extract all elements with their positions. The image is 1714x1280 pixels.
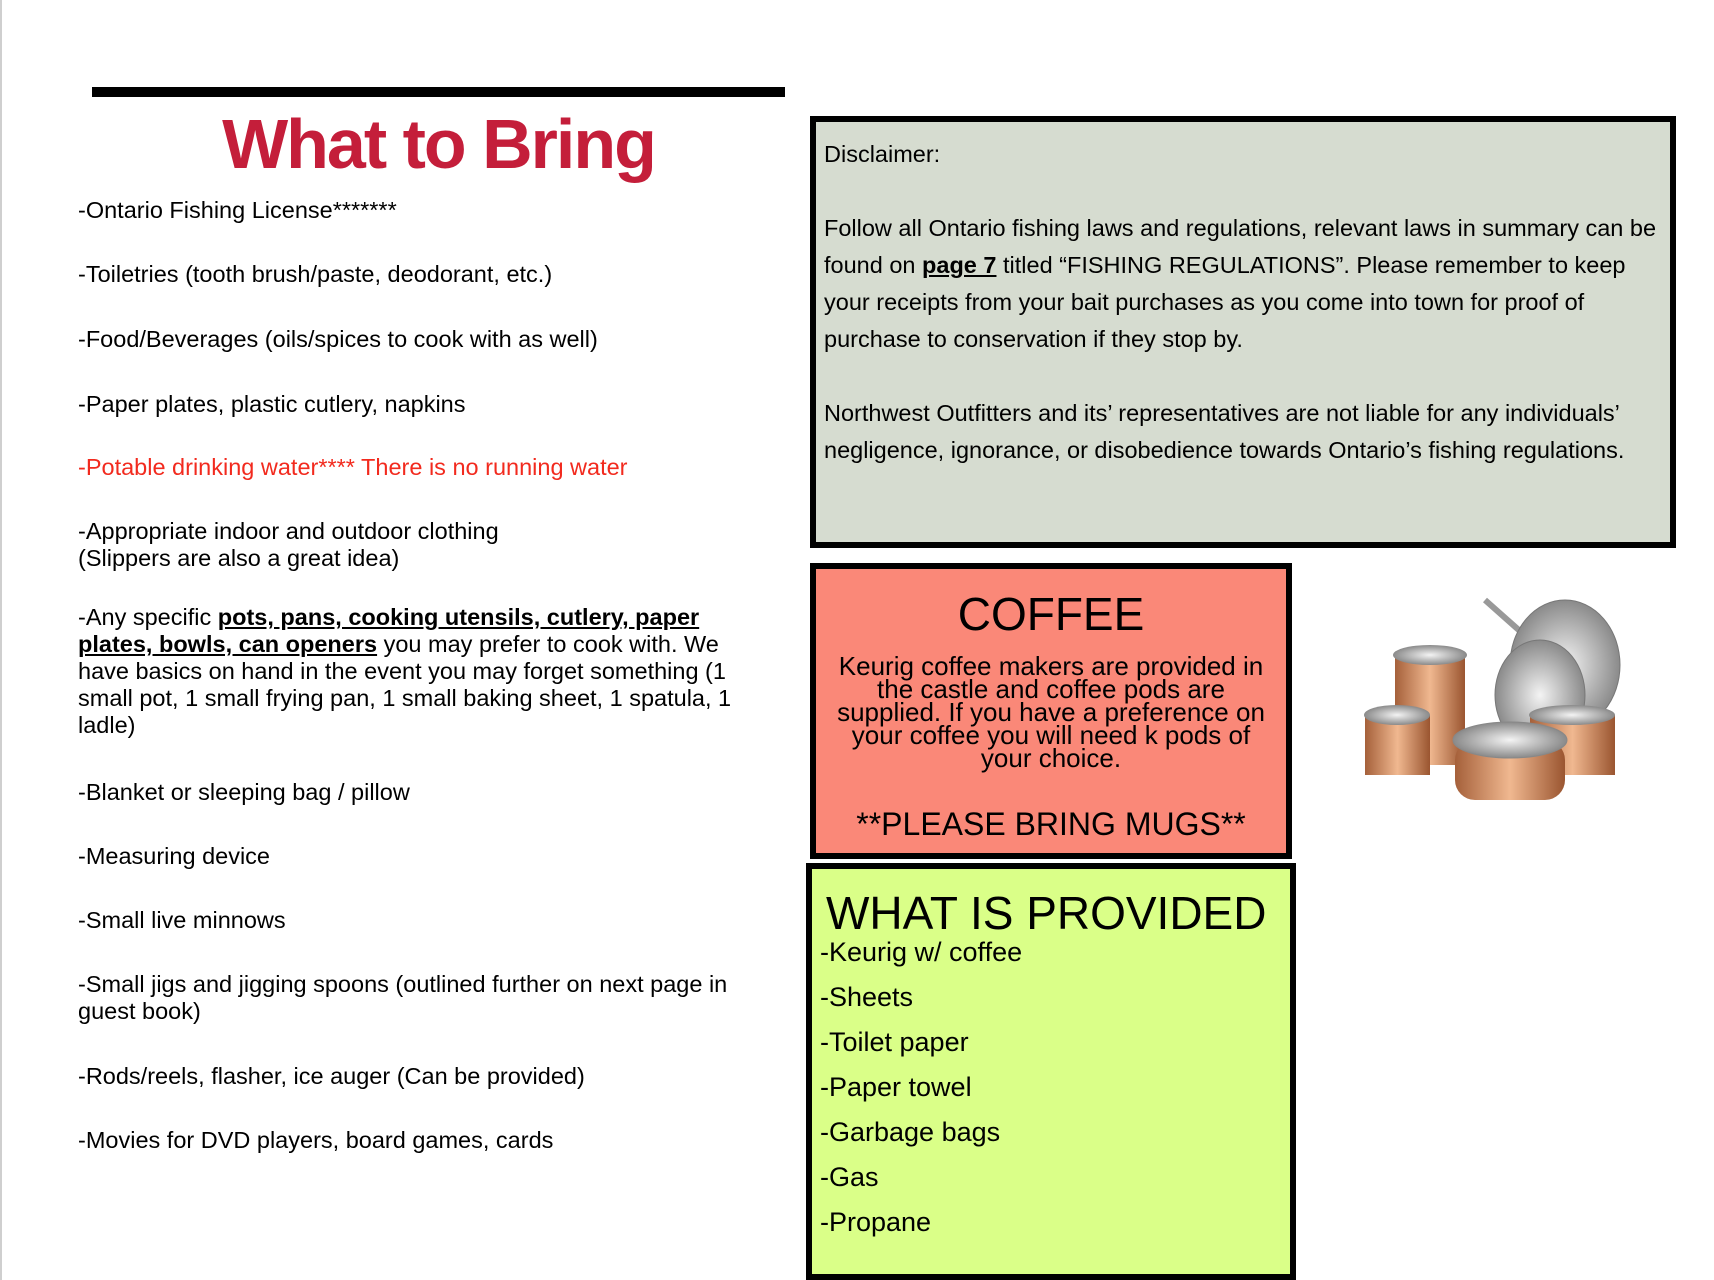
provided-box <box>806 863 1296 1280</box>
list-item: -Ontario Fishing License******* <box>78 197 397 223</box>
list-item: -Food/Beverages (oils/spices to cook with as well) <box>78 326 598 352</box>
header-rule <box>92 87 785 97</box>
cookware-image <box>1355 595 1655 830</box>
provided-item: -Keurig w/ coffee <box>820 937 1023 967</box>
list-item: -Small jigs and jigging spoons (outlined further on next page in guest book) <box>78 971 728 1024</box>
provided-item: -Sheets <box>820 982 914 1012</box>
provided-heading: WHAT IS PROVIDED <box>826 887 1267 939</box>
list-item: -Blanket or sleeping bag / pillow <box>78 779 410 805</box>
list-item: -Movies for DVD players, board games, cards <box>78 1127 554 1153</box>
list-item <box>78 518 768 572</box>
provided-item: -Gas <box>820 1162 879 1192</box>
provided-item: -Paper towel <box>820 1072 972 1102</box>
list-item-text: you may prefer to cook with. We have basics on hand in the event you may forget something (1 small pot, 1 small frying pan, 1 small baking sheet, 1 spatula, 1 ladle) <box>78 631 732 738</box>
list-item: -Paper plates, plastic cutlery, napkins <box>78 391 466 417</box>
page-7-link[interactable]: page 7 <box>922 252 997 278</box>
provided-item: -Garbage bags <box>820 1117 1001 1147</box>
page-edge <box>0 0 2 1280</box>
list-item-line: -Appropriate indoor and outdoor clothing <box>78 518 499 544</box>
page-title: What to Bring <box>222 105 655 183</box>
list-item: -Small live minnows <box>78 907 286 933</box>
disclaimer-box <box>810 116 1676 548</box>
list-item-text: -Any specific <box>78 604 218 630</box>
list-item: -Toiletries (tooth brush/paste, deodorant, etc.) <box>78 261 553 287</box>
list-item <box>78 604 768 739</box>
list-item-warning: -Potable drinking water**** There is no running water <box>78 454 628 480</box>
provided-item: -Toilet paper <box>820 1027 969 1057</box>
list-item-line: (Slippers are also a great idea) <box>78 545 400 571</box>
coffee-box <box>810 563 1292 859</box>
liability-paragraph: Northwest Outfitters and its’ representatives are not liable for any individuals’ negligence, ignorance, or disobedience towards Ontario’s fishing regulations. <box>824 400 1625 463</box>
cookware-emphasis: pots, pans, cooking utensils, cutlery, paper plates, bowls, can openers <box>78 604 700 657</box>
disclaimer-heading: Disclaimer: <box>824 141 941 167</box>
list-item: -Rods/reels, flasher, ice auger (Can be provided) <box>78 1063 585 1089</box>
disclaimer-text: titled “FISHING REGULATIONS”. Please remember to keep your receipts from your bait purchases as you come into town for proof of purchase to conservation if they stop by. <box>824 252 1626 352</box>
coffee-heading: COFFEE <box>957 588 1145 640</box>
disclaimer-text: Follow all Ontario fishing laws and regulations, relevant laws in summary can be found on <box>824 215 1657 278</box>
list-item: -Measuring device <box>78 843 271 869</box>
provided-item: -Propane <box>820 1207 932 1237</box>
disclaimer-paragraph <box>824 210 1662 358</box>
coffee-body: Keurig coffee makers are provided in the castle and coffee pods are supplied. If you have a preference on your coffee you will need k pods of your choice. <box>837 651 1265 773</box>
mugs-note: **PLEASE BRING MUGS** <box>856 806 1246 842</box>
